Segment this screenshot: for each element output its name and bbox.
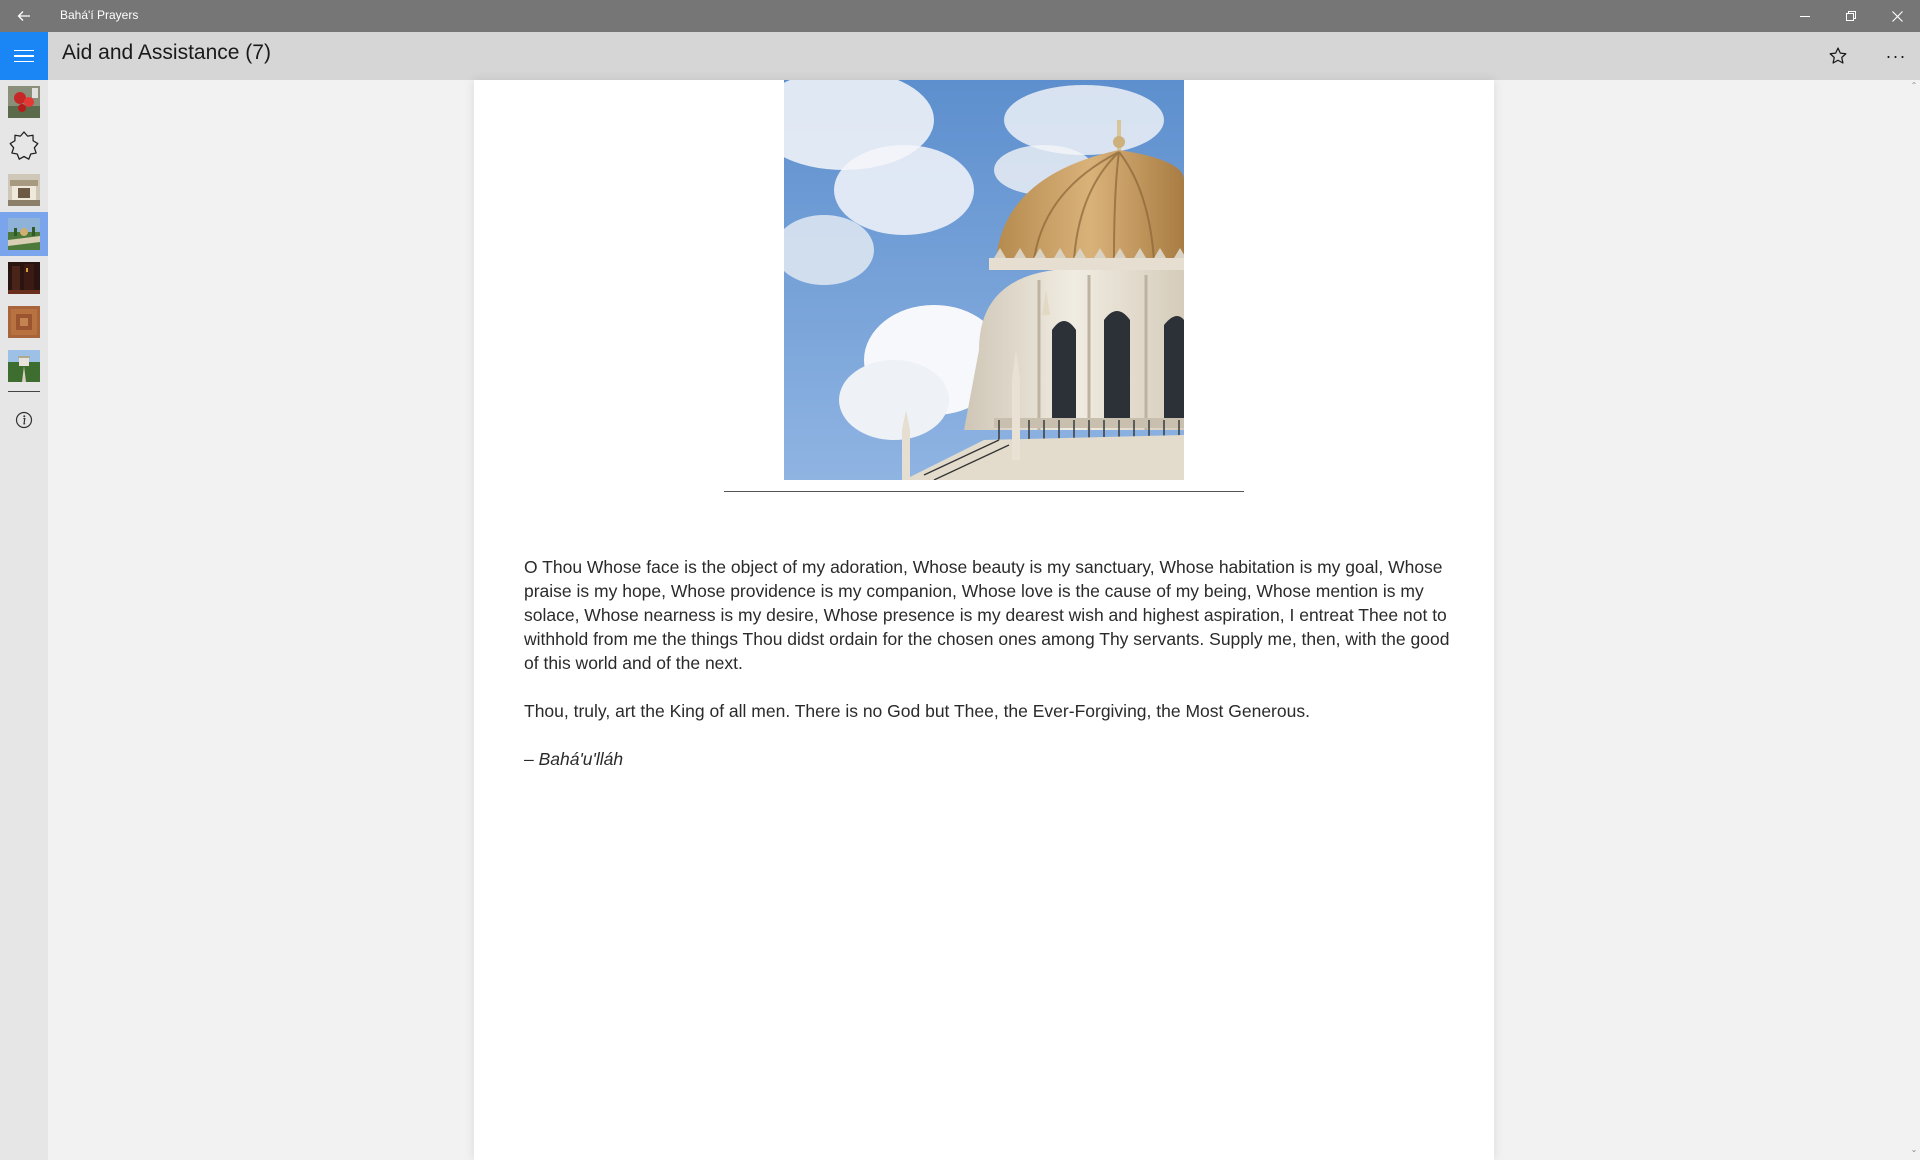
vertical-scrollbar[interactable] bbox=[1908, 80, 1920, 1160]
favorite-button[interactable] bbox=[1814, 32, 1862, 80]
prayer-text bbox=[524, 555, 1454, 795]
image-divider bbox=[724, 491, 1244, 492]
scroll-up-arrow-icon[interactable]: ⌃ bbox=[1910, 81, 1918, 90]
sidebar-item-gardens[interactable] bbox=[0, 344, 48, 388]
page-header bbox=[0, 32, 1920, 80]
info-icon bbox=[15, 411, 33, 429]
page-title: Aid and Assistance (7) bbox=[62, 41, 271, 64]
prayer-paragraph-2: Thou, truly, art the King of all men. There is no God but Thee, the Ever-Forgiving, the Most Generous. bbox=[524, 701, 1310, 721]
app-title: Bahá'í Prayers bbox=[60, 8, 139, 22]
info-button[interactable] bbox=[0, 398, 48, 442]
restore-icon bbox=[1846, 11, 1856, 21]
menu-button[interactable] bbox=[0, 32, 48, 80]
gardens-thumbnail bbox=[8, 350, 40, 382]
back-button[interactable] bbox=[0, 0, 48, 32]
scroll-down-arrow-icon[interactable]: ⌄ bbox=[1910, 1145, 1918, 1154]
more-button[interactable] bbox=[1872, 32, 1920, 80]
prayer-paragraph-1: O Thou Whose face is the object of my adoration, Whose beauty is my sanctuary, Whose habitation is my goal, Whose praise is my hope, Whose providence is my companion, Whose love is the cause of my being, Whose mention is my solace, Whose nearness is my desire, Whose presence is my dearest wish and highest aspiration, I entreat Thee not to withhold from me the things Thou didst ordain for the chosen ones among Thy servants. Supply me, then, with the good of this world and of the next. bbox=[524, 557, 1450, 673]
sidebar-item-dark-interior[interactable] bbox=[0, 256, 48, 300]
back-arrow-icon bbox=[17, 9, 31, 23]
prayer-author: – Bahá'u'lláh bbox=[524, 749, 624, 769]
prayer-page bbox=[474, 80, 1494, 1160]
hamburger-icon-line bbox=[14, 61, 34, 63]
hamburger-icon-line bbox=[14, 55, 34, 57]
close-button[interactable] bbox=[1874, 0, 1920, 32]
sidebar-item-shrine-entrance[interactable] bbox=[0, 168, 48, 212]
sidebar-divider bbox=[8, 391, 40, 392]
interior-thumbnail bbox=[8, 262, 40, 294]
terraces-thumbnail bbox=[8, 218, 40, 250]
sidebar-item-terraces[interactable] bbox=[0, 212, 48, 256]
close-icon bbox=[1892, 11, 1903, 22]
restore-button[interactable] bbox=[1828, 0, 1874, 32]
sidebar-item-nine-pointed-star[interactable] bbox=[0, 124, 48, 168]
carpet-thumbnail bbox=[8, 306, 40, 338]
more-icon: ··· bbox=[1885, 45, 1907, 66]
minimize-button[interactable] bbox=[1782, 0, 1828, 32]
shrine-dome-image bbox=[784, 80, 1184, 480]
sidebar bbox=[0, 80, 48, 1160]
sidebar-item-roses[interactable] bbox=[0, 80, 48, 124]
sidebar-item-carpet[interactable] bbox=[0, 300, 48, 344]
roses-thumbnail bbox=[8, 86, 40, 118]
title-bar bbox=[0, 0, 1920, 32]
nine-pointed-star-outline bbox=[10, 132, 38, 159]
nine-pointed-star-icon bbox=[8, 130, 40, 162]
minimize-icon bbox=[1800, 11, 1810, 21]
star-icon bbox=[1828, 46, 1848, 66]
shrine-thumbnail bbox=[8, 174, 40, 206]
hamburger-icon bbox=[14, 50, 34, 52]
